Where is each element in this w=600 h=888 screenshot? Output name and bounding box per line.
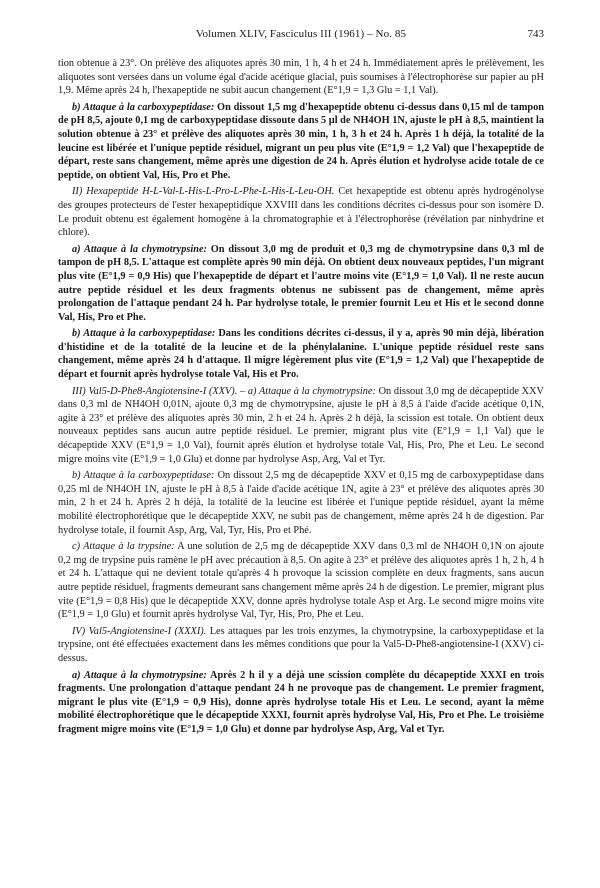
paragraph-lead: c) Attaque à la trypsine:	[72, 541, 175, 553]
paragraph-text: On dissout 1,5 mg d'hexapeptide obtenu ci-dessus dans 0,15 ml de tampon de pH 8,5, ajoute 0,1 mg de carboxypeptidase dissoute dans 5 µl de NH4OH 1N, ajuste le pH à 8,5, maintient la solution obtenue à 23° et prélève des aliquotes après 30 min, 1 h, 3 h et 24 h. Après 1 h déjà, la totalité de la leucine est libérée et l'unique peptide résiduel, migrant un peu plus vite (E°1,9 = 1,2 Val) que l'hexapeptide de départ, reste sans changement, même après une digestion de 24 h. Après élution et hydrolyse acide totale de ce peptide, on obtient Val, His, Pro et Phe.	[58, 101, 544, 181]
paragraph-text: Dans les conditions décrites ci-dessus, il y a, après 90 min déjà, libération d'histidine et de la totalité de la leucine et de la phénylalanine. L'unique peptide résiduel reste sans changement, même après 24 h d'attaque. Il migre légèrement plus vite (E°1,9 = 1,2 Val) que l'hexapeptide de départ et fournit après hydrolyse totale Val, His et Pro.	[58, 328, 544, 381]
paragraph-lead: b) Attaque à la carboxypeptidase:	[72, 328, 216, 340]
paragraph-text: On dissout 2,5 mg de décapeptide XXV et 0,15 mg de carboxypeptidase dans 0,25 ml de NH4OH 1N, ajuste le pH à 8,5 à l'aide d'acide acétique 1N, agite à 23° et prélève des aliquotes après 30 min, 2 h et 24 h. Après 2 h déjà, la totalité de la leucine est libérée et l'unique peptide résiduel, ayant la même mobilité électrophorétique que le décapeptide XXV, ne subit pas de changement, même après 24 h de digestion. Par hydrolyse totale, il fournit Asp, Arg, Val, Tyr, His, Pro et Phé.	[58, 470, 544, 536]
paragraph	[58, 540, 544, 622]
paragraph-text: On dissout 3,0 mg de décapeptide XXV dans 0,3 ml de NH4OH 0,01N, ajoute 0,3 mg de chymotrypsine, ajuste le pH à 8,5 à l'aide d'acide acétique 0,1N, agite à 23° et prélève des aliquotes après 30 min, 2 h et 24 h. Après 2 h déjà, la scission est totale. On obtient deux nouveaux peptides sans aucun autre peptide résiduel. Le premier, migrant plus vite (E°1,9 = 1,1 Val) que le décapeptide XXV (E°1,9 = 1,0 Val), fournit après élution et hydrolyse totale Val, His, Pro, Phe et Leu. Le second migre moins vite (E°1,9 = 1,0 Glu) et donne par hydrolyse Asp, Arg, Val et Tyr.	[58, 385, 544, 465]
paragraph-lead: b) Attaque à la carboxypeptidase:	[72, 101, 215, 113]
section-heading: III) Val5-D-Phe8-Angiotensine-I (XXV). – a) Attaque à la chymotrypsine:	[72, 385, 376, 397]
paragraph	[58, 101, 544, 183]
paragraph-lead: b) Attaque à la carboxypeptidase:	[72, 470, 215, 482]
paragraph-lead: a) Attaque à la chymotrypsine:	[72, 243, 207, 255]
paragraph	[58, 385, 544, 467]
page-number: 743	[527, 28, 544, 40]
section-heading: II) Hexapeptide H-L-Val-L-His-L-Pro-L-Phe-L-His-L-Leu-OH.	[72, 186, 335, 198]
running-header	[58, 26, 544, 42]
paragraph-text: On dissout 3,0 mg de produit et 0,3 mg de chymotrypsine dans 0,3 ml de tampon de pH 8,5. L'attaque est complète après 90 min déjà. On obtient deux nouveaux peptides, l'un migrant plus vite (E°1,9 = 0,9 His) que l'hexapeptide de départ et l'autre moins vite (E°1,9 = 1,0 Val). Il ne reste aucun autre peptide résiduel et les deux fragments obtenus ne subissent pas de changement, même après prolongation de l'attaque pendant 24 h. Par hydrolyse totale, le premier fournit Leu et His et le second donne Val, His, Pro et Phe.	[58, 243, 544, 323]
paragraph	[58, 469, 544, 537]
paragraph	[58, 327, 544, 381]
paragraph-text: Les attaques par les trois enzymes, la chymotrypsine, la carboxypeptidase et la trypsine, ont été effectuées exactement dans les mêmes conditions que pour la Val5-D-Phe8-angiotensine-I (XXV) ci-dessus.	[58, 625, 544, 664]
article-body	[58, 57, 544, 740]
paragraph-text: A une solution de 2,5 mg de décapeptide XXV dans 0,3 ml de NH4OH 0,1N on ajoute 0,2 mg de trypsine puis ramène le pH avec précaution à 8,5. On agite à 23° et prélève des aliquotes après 1 h, 2 h, 4 h et 24 h. L'attaque qui ne devient totale qu'après 4 h provoque la scission complète en deux fragments, sans aucun autre peptide résiduel, fragments demeurant sans changement même après 24 h de digestion. Le premier, migrant plus vite (E°1,9 = 0,8 His) que le décapeptide XXV, donne après hydrolyse totale Asp et Arg. Le second migre moins vite (E°1,9 = 1,0 Glu) et fournit après hydrolyse Val, Tyr, His, Pro, Phe et Leu.	[58, 541, 544, 621]
paragraph	[58, 625, 544, 666]
paragraph	[58, 669, 544, 737]
paragraph	[58, 243, 544, 325]
paragraph-text: Cet hexapeptide est obtenu après hydrogénolyse des groupes protecteurs de l'ester hexapeptidique XXVIII dans les conditions décrites ci-dessus pour son isomère D. Le produit obtenu est également homogène à la chromatographie et à l'électrophorèse (révélation par ninhydrine et chlore).	[58, 186, 544, 239]
paragraph-text: tion obtenue à 23°. On prélève des aliquotes après 30 min, 1 h, 4 h et 24 h. Immédiatement après le prélèvement, les aliquotes sont versées dans un volume égal d'acide acétique glacial, puis soumises à l'électrophorèse sur papier au pH 1,9. Même après 24 h, l'hexapeptide ne subit aucun changement (E°1,9 = 1,3 Glu = 1,1 Val).	[58, 58, 544, 97]
paragraph-text: Après 2 h il y a déjà une scission complète du décapeptide XXXI en trois fragments. Une prolongation d'attaque pendant 24 h ne provoque pas de changement. Le premier fragment, migrant le plus vite (E°1,9 = 0,9 His), donne après hydrolyse totale His et Leu. Le second, ayant la même mobilité électrophorétique que le décapeptide XXXI, fournit après hydrolyse Val, His, Pro et Phe. Le troisième fragment migre moins vite (E°1,9 = 1,0 Glu) et donne par hydrolyse Asp, Arg, Val et Tyr.	[58, 669, 544, 735]
paragraph	[58, 57, 544, 98]
paragraph-lead: a) Attaque à la chymotrypsine:	[72, 669, 207, 681]
paragraph	[58, 185, 544, 239]
section-heading: IV) Val5-Angiotensine-I (XXXI).	[72, 625, 207, 637]
journal-header: Volumen XLIV, Fasciculus III (1961) – No. 85	[195, 28, 407, 40]
